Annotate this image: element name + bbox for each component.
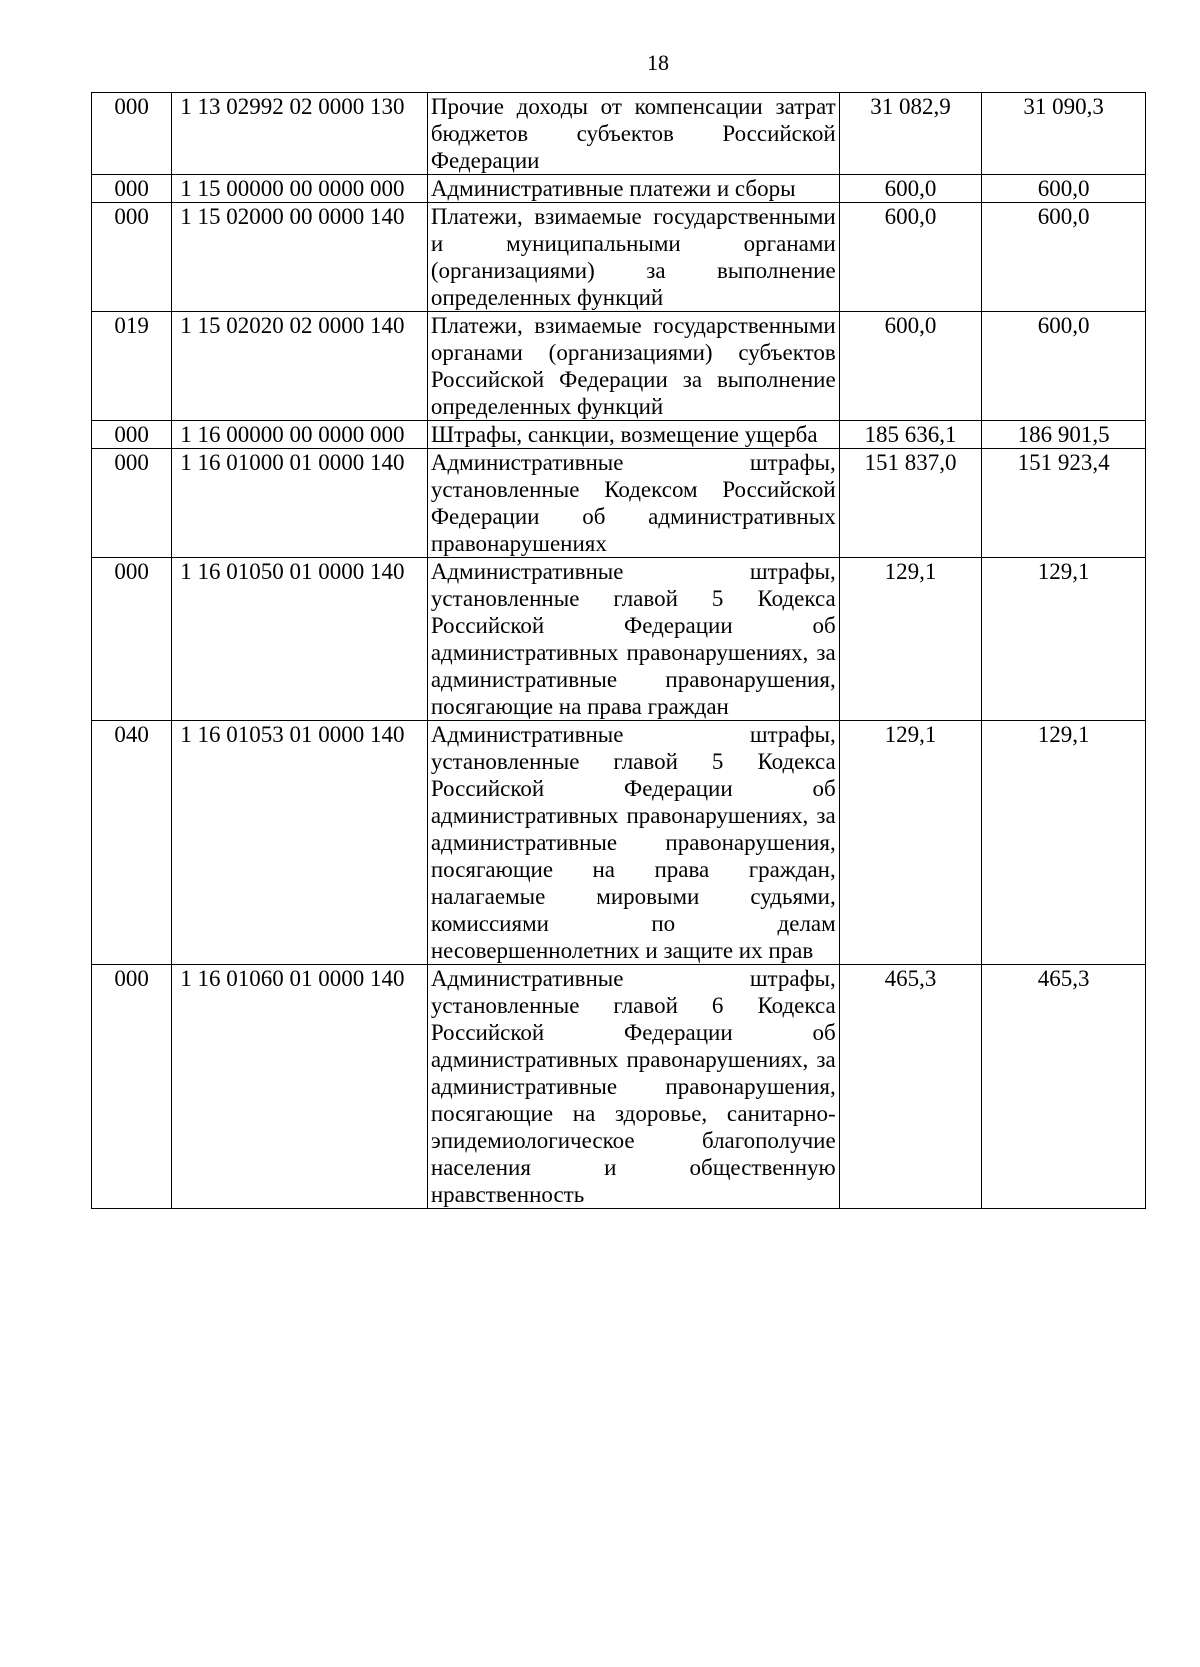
table-row: [92, 175, 1146, 203]
classification-code-cell: 1 16 01050 01 0000 140: [172, 558, 428, 721]
table-row: [92, 312, 1146, 421]
table-row: [92, 558, 1146, 721]
amount-year1-cell: 31 082,9: [839, 93, 982, 175]
revenue-name-cell: Платежи, взимаемые государственными и муниципальными органами (организациями) за выполнение определенных функций: [427, 203, 839, 312]
amount-year1-cell: 129,1: [839, 721, 982, 965]
revenue-name-cell: Административные штрафы, установленные Кодексом Российской Федерации об административных правонарушениях: [427, 449, 839, 558]
classification-code-cell: 1 16 01000 01 0000 140: [172, 449, 428, 558]
classification-code-cell: 1 16 00000 00 0000 000: [172, 421, 428, 449]
page-number: 18: [647, 50, 669, 75]
amount-year1-cell: 129,1: [839, 558, 982, 721]
table-row: [92, 721, 1146, 965]
admin-code-cell: 000: [92, 449, 172, 558]
revenue-name-cell: Административные штрафы, установленные главой 6 Кодекса Российской Федерации об административных правонарушениях, за административные правонарушения, посягающие на здоровье, санитарно-эпидемиологическое благополучие населения и общественную нравственность: [427, 965, 839, 1209]
table-row: [92, 421, 1146, 449]
admin-code-cell: 000: [92, 203, 172, 312]
amount-year1-cell: 600,0: [839, 175, 982, 203]
revenue-name-cell: Прочие доходы от компенсации затрат бюджетов субъектов Российской Федерации: [427, 93, 839, 175]
classification-code-cell: 1 16 01060 01 0000 140: [172, 965, 428, 1209]
amount-year2-cell: 600,0: [982, 312, 1146, 421]
classification-code-cell: 1 15 02020 02 0000 140: [172, 312, 428, 421]
admin-code-cell: 000: [92, 175, 172, 203]
amount-year2-cell: 186 901,5: [982, 421, 1146, 449]
table-row: [92, 203, 1146, 312]
amount-year1-cell: 151 837,0: [839, 449, 982, 558]
revenue-name-cell: Административные штрафы, установленные главой 5 Кодекса Российской Федерации об административных правонарушениях, за административные правонарушения, посягающие на права граждан, налагаемые мировыми судьями, комиссиями по делам несовершеннолетних и защите их прав: [427, 721, 839, 965]
admin-code-cell: 040: [92, 721, 172, 965]
amount-year1-cell: 185 636,1: [839, 421, 982, 449]
amount-year1-cell: 600,0: [839, 203, 982, 312]
admin-code-cell: 000: [92, 965, 172, 1209]
table-row: [92, 449, 1146, 558]
revenue-name-cell: Платежи, взимаемые государственными органами (организациями) субъектов Российской Федерации за выполнение определенных функций: [427, 312, 839, 421]
amount-year1-cell: 600,0: [839, 312, 982, 421]
classification-code-cell: 1 15 00000 00 0000 000: [172, 175, 428, 203]
amount-year2-cell: 600,0: [982, 203, 1146, 312]
amount-year2-cell: 465,3: [982, 965, 1146, 1209]
admin-code-cell: 019: [92, 312, 172, 421]
amount-year2-cell: 129,1: [982, 721, 1146, 965]
admin-code-cell: 000: [92, 93, 172, 175]
budget-revenue-table: [91, 92, 1146, 1209]
amount-year1-cell: 465,3: [839, 965, 982, 1209]
amount-year2-cell: 31 090,3: [982, 93, 1146, 175]
table-row: [92, 93, 1146, 175]
amount-year2-cell: 600,0: [982, 175, 1146, 203]
revenue-name-cell: Административные штрафы, установленные главой 5 Кодекса Российской Федерации об административных правонарушениях, за административные правонарушения, посягающие на права граждан: [427, 558, 839, 721]
admin-code-cell: 000: [92, 421, 172, 449]
classification-code-cell: 1 15 02000 00 0000 140: [172, 203, 428, 312]
revenue-name-cell: Административные платежи и сборы: [427, 175, 839, 203]
classification-code-cell: 1 16 01053 01 0000 140: [172, 721, 428, 965]
table-row: [92, 965, 1146, 1209]
amount-year2-cell: 129,1: [982, 558, 1146, 721]
amount-year2-cell: 151 923,4: [982, 449, 1146, 558]
revenue-name-cell: Штрафы, санкции, возмещение ущерба: [427, 421, 839, 449]
admin-code-cell: 000: [92, 558, 172, 721]
classification-code-cell: 1 13 02992 02 0000 130: [172, 93, 428, 175]
